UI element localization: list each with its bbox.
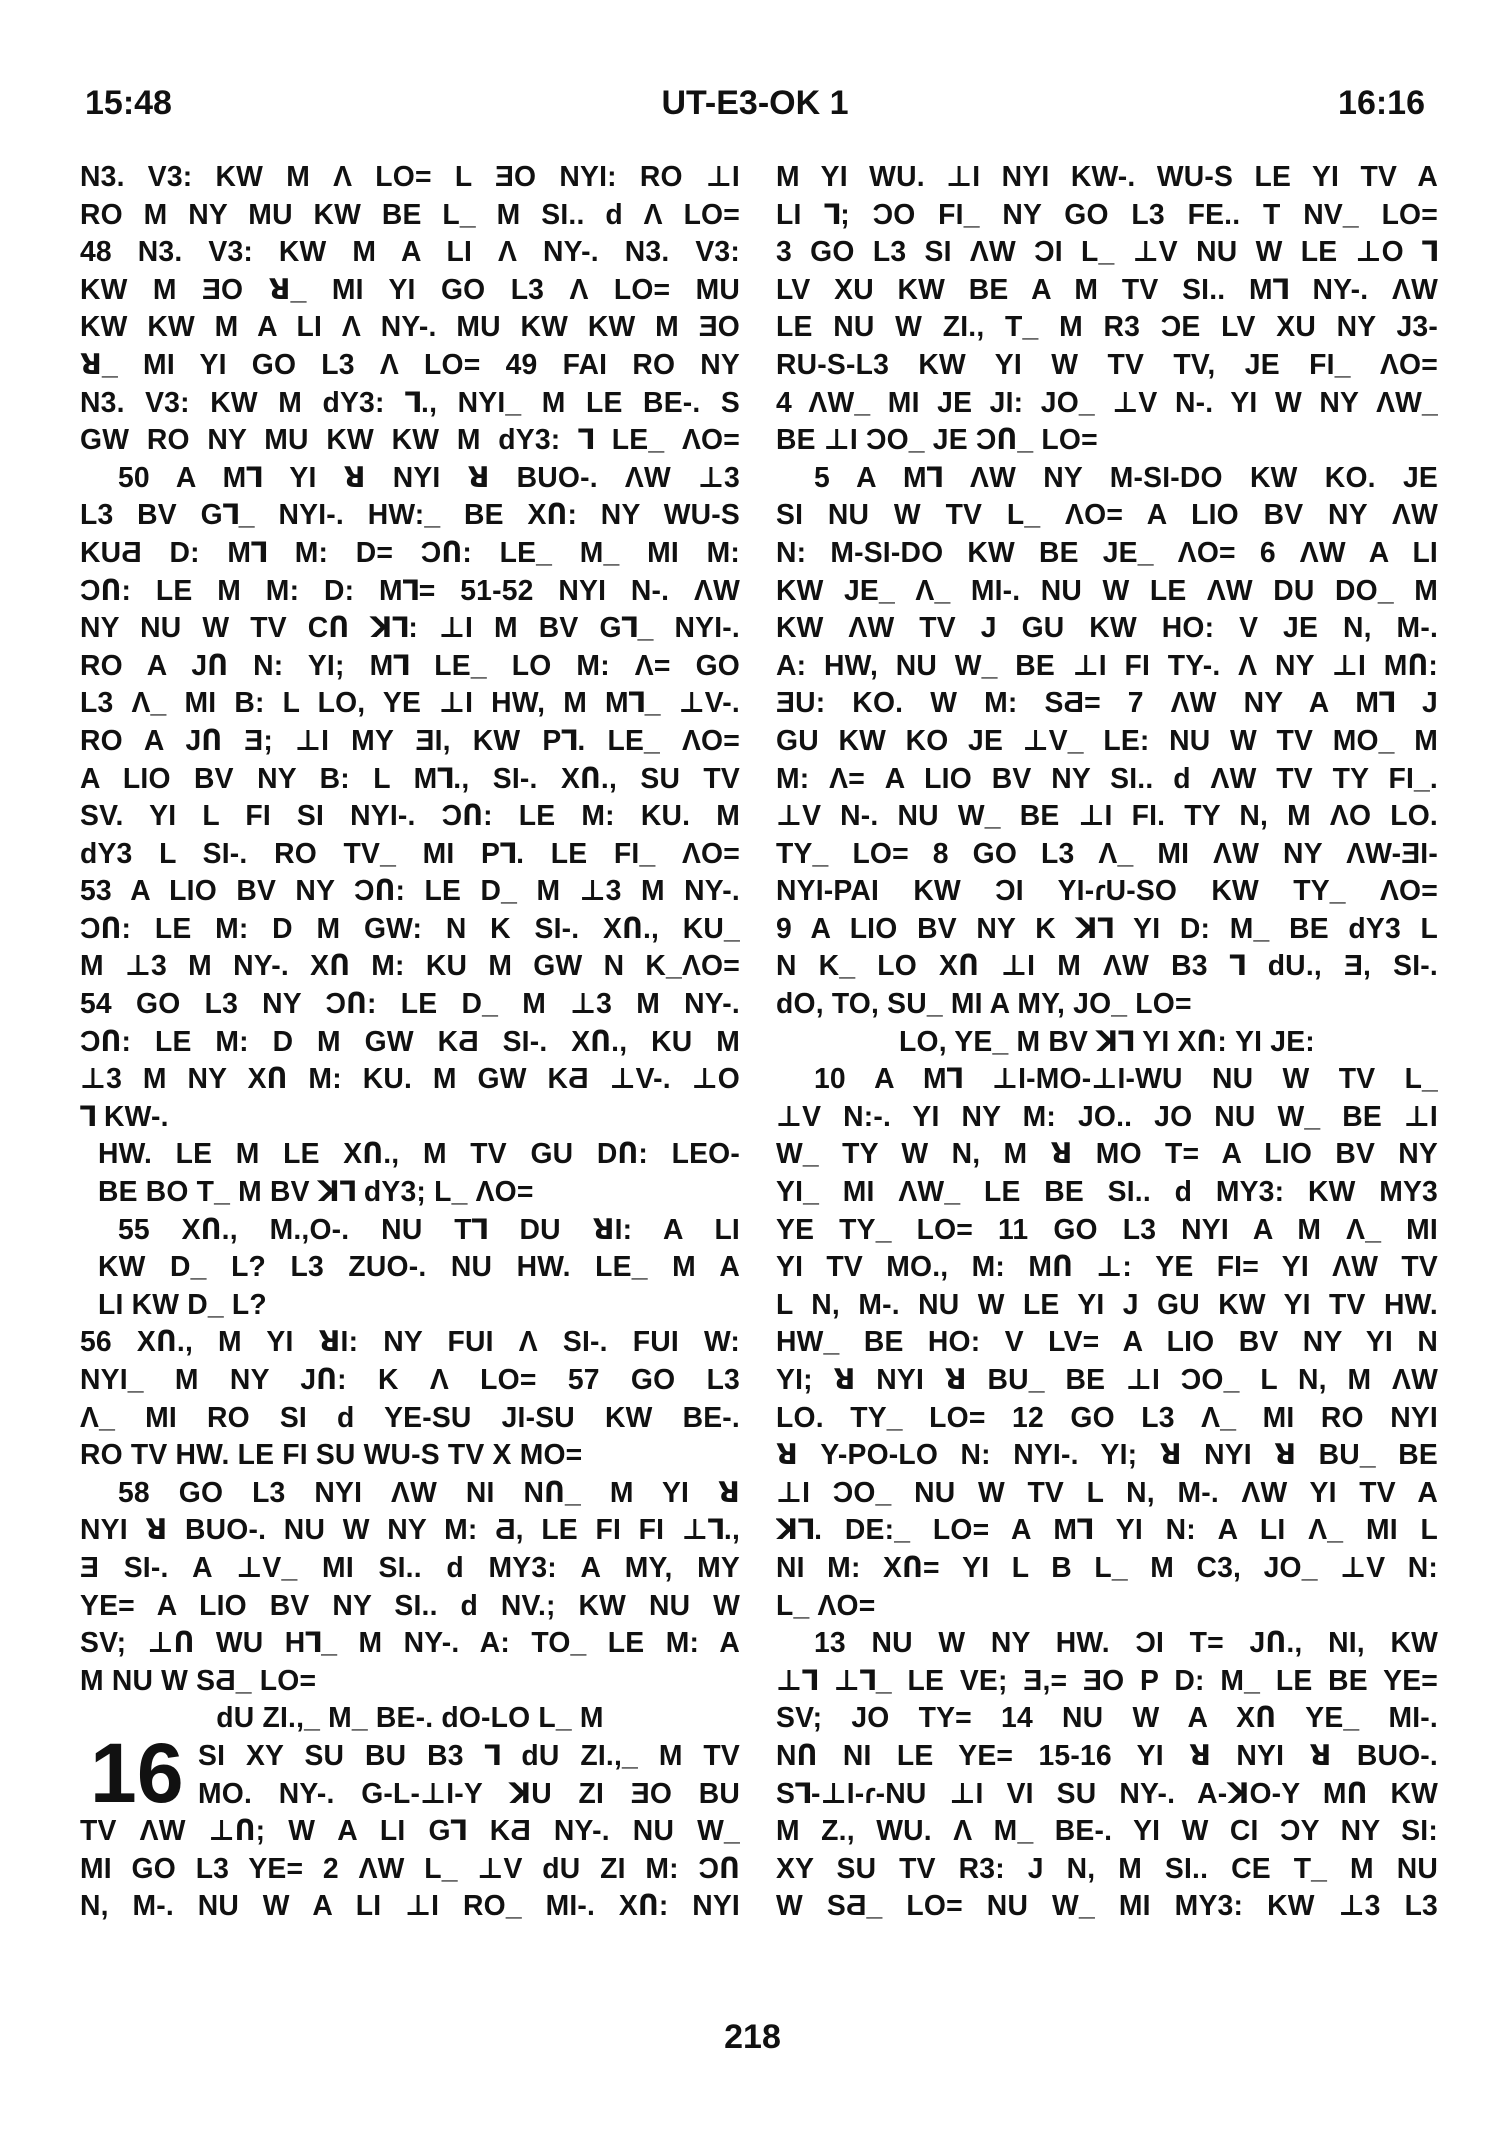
text-line: SI XY SU BU B3 ꓶ dU ZI.,_ M TV (198, 1738, 740, 1771)
text-line: KW M ƎO ꓤ_ MI YI GO L3 Λ LO= MU (80, 272, 740, 305)
text-line: KW D_ L? L3 ZUO-. NU HW. LE_ M A (98, 1250, 740, 1283)
text-line: ƆՈ: LE M: D M GW KƋ SI-. XՈ., KU M (80, 1024, 740, 1057)
text-line: 5 A Mꓶ ΛW NY M-SI-DO KW KO. JE (814, 460, 1438, 493)
text-line: ƎU: KO. W M: SƋ= 7 ΛW NY A Mꓶ J (776, 686, 1438, 719)
text-line: ⊥ꓶ ⊥ꓶ_ LE VE; Ǝ,= ƎO P D: M_ LE BE YE= (776, 1663, 1438, 1696)
text-line: ꓤ Y-PO-LO N: NYI-. YI; ꓤ NYI ꓤ BU_ BE (776, 1438, 1438, 1471)
text-line: HW_ BE HO: V LV= A LIO BV NY YI N (776, 1325, 1438, 1358)
text-line: KW JE_ Λ_ MI-. NU W LE ΛW DU DO_ M (776, 573, 1438, 606)
text-line: M: Λ= A LIO BV NY SI.. d ΛW TV TY FI_. (776, 761, 1438, 794)
text-line: N: M-SI-DO KW BE JE_ ΛO= 6 ΛW A LI (776, 535, 1438, 568)
text-line: MO. NY-. G-L-⊥I-Y ꓘU ZI ƎO BU (198, 1776, 740, 1809)
text-line: 56 XՈ., M YI ꓤI: NY FUI Λ SI-. FUI W: (80, 1325, 740, 1358)
text-line: NI M: XՈ= YI L B L_ M C3, JO_ ⊥V N: (776, 1550, 1438, 1583)
text-line: N K_ LO XՈ ⊥I M ΛW B3 ꓶ dU., Ǝ, SI-. (776, 949, 1438, 982)
text-line: BE BO T_ M BV ꓘꓶ dY3; L_ ΛO= (98, 1175, 534, 1208)
text-line: 9 A LIO BV NY K ꓘꓶ YI D: M_ BE dY3 L (776, 911, 1438, 944)
chapter-number: 16 (90, 1726, 184, 1821)
text-line: A: HW, NU W_ BE ⊥I FI TY-. Λ NY ⊥I MՈ: (776, 648, 1438, 681)
text-line: dO, TO, SU_ MI A MY, JO_ LO= (776, 987, 1192, 1020)
text-line: Ǝ SI-. A ⊥V_ MI SI.. d MY3: A MY, MY (80, 1550, 740, 1583)
header-book-title: UT-E3-OK 1 (661, 84, 849, 122)
text-line: NYI-PAI KW ƆI YI-ɾU-SO KW TY_ ΛO= (776, 874, 1438, 907)
text-line: ꓘꓶ. DE:_ LO= A Mꓶ YI N: A LI Λ_ MI L (776, 1513, 1438, 1546)
text-line: A LIO BV NY B: L Mꓶ., SI-. XՈ., SU TV (80, 761, 740, 794)
text-line: ⊥I ƆO_ NU W TV L N, M-. ΛW YI TV A (776, 1475, 1438, 1508)
text-line: KUƋ D: Mꓶ M: D= ƆՈ: LE_ M_ MI M: (80, 535, 740, 568)
right-column (776, 158, 1438, 1925)
text-line: RO M NY MU KW BE L_ M SI.. d Λ LO= (80, 197, 740, 230)
page-number: 218 (724, 2018, 781, 2056)
text-line: 4 ΛW_ MI JE JI: JO_ ⊥V N-. YI W NY ΛW_ (776, 385, 1438, 418)
text-line: HW. LE M LE XՈ., M TV GU DՈ: LEO- (98, 1137, 740, 1170)
running-header (85, 84, 1425, 130)
text-line: LV XU KW BE A M TV SI.. Mꓶ NY-. ΛW (776, 272, 1438, 305)
text-line: 3 GO L3 SI ΛW ƆI L_ ⊥V NU W LE ⊥O ꓶ (776, 235, 1438, 268)
text-line: NY NU W TV CՈ ꓘꓶ: ⊥I M BV Gꓶ_ NYI-. (80, 611, 740, 644)
text-line: LI ꓶ; ƆO FI_ NY GO L3 FE.. T NV_ LO= (776, 197, 1438, 230)
text-line: SV; JO TY= 14 NU W A XՈ YE_ MI-. (776, 1701, 1438, 1734)
text-line: KW ΛW TV J GU KW HO: V JE N, M-. (776, 611, 1438, 644)
text-line: YE TY_ LO= 11 GO L3 NYI A M Λ_ MI (776, 1212, 1438, 1245)
text-line: N3. V3: KW M Λ LO= L ƎO NYI: RO ⊥I (80, 160, 740, 192)
text-line: 54 GO L3 NY ƆՈ: LE D_ M ⊥3 M NY-. (80, 987, 740, 1020)
text-line: Sꓶ-⊥I-ɾ-NU ⊥I VI SU NY-. A-ꓘO-Y MՈ KW (776, 1776, 1438, 1809)
text-line: M Z., WU. Λ M_ BE-. YI W CI ƆY NY SI: (776, 1814, 1438, 1847)
text-line: MI GO L3 YE= 2 ΛW L_ ⊥V dU ZI M: ƆՈ (80, 1851, 740, 1884)
header-verse-start: 15:48 (85, 84, 172, 122)
text-line: 55 XՈ., M.,O-. NU Tꓶ DU ꓤI: A LI (118, 1212, 740, 1245)
text-line: L3 Λ_ MI B: L LO, YE ⊥I HW, M Mꓶ_ ⊥V-. (80, 686, 740, 719)
text-line: BE ⊥I ƆO_ JE ƆՈ_ LO= (776, 423, 1098, 456)
text-line: YI; ꓤ NYI ꓤ BU_ BE ⊥I ƆO_ L N, M ΛW (776, 1363, 1438, 1395)
text-line: ⊥V N-. NU W_ BE ⊥I FI. TY N, M ΛO LO. (776, 799, 1438, 832)
text-line: dY3 L SI-. RO TV_ MI Pꓶ. LE FI_ ΛO= (80, 836, 740, 869)
text-line: NYI_ M NY JՈ: K Λ LO= 57 GO L3 (80, 1363, 740, 1395)
text-line: ⊥3 M NY XՈ M: KU. M GW KƋ ⊥V-. ⊥O (80, 1062, 740, 1095)
text-line: LO. TY_ LO= 12 GO L3 Λ_ MI RO NYI (776, 1400, 1438, 1433)
text-line: 10 A Mꓶ ⊥I-MO-⊥I-WU NU W TV L_ (814, 1062, 1438, 1095)
text-line: L_ ΛO= (776, 1588, 876, 1621)
text-line: ꓤ_ MI YI GO L3 Λ LO= 49 FAI RO NY (80, 347, 740, 380)
text-line: GW RO NY MU KW KW M dY3: ꓶ LE_ ΛO= (80, 423, 740, 456)
text-line: M YI WU. ⊥I NYI KW-. WU-S LE YI TV A (776, 160, 1438, 192)
text-line: TY_ LO= 8 GO L3 Λ_ MI ΛW NY ΛW-ƎI- (776, 836, 1438, 869)
text-line: M NU W SƋ_ LO= (80, 1663, 317, 1696)
text-line: LO, YE_ M BV ꓘꓶ YI XՈ: YI JE: (899, 1024, 1315, 1057)
text-line: YE= A LIO BV NY SI.. d NV.; KW NU W (80, 1588, 740, 1621)
text-line: 13 NU W NY HW. ƆI T= JՈ., NI, KW (814, 1626, 1438, 1659)
left-column (80, 158, 740, 1925)
text-line: GU KW KO JE ⊥V_ LE: NU W TV MO_ M (776, 723, 1438, 756)
text-line: 53 A LIO BV NY ƆՈ: LE D_ M ⊥3 M NY-. (80, 874, 740, 907)
text-line: KW KW M A LI Λ NY-. MU KW KW M ƎO (80, 310, 740, 343)
text-line: SV. YI L FI SI NYI-. ƆՈ: LE M: KU. M (80, 799, 740, 832)
text-line: W SƋ_ LO= NU W_ MI MY3: KW ⊥3 L3 (776, 1889, 1438, 1922)
text-line: YI TV MO., M: MՈ ⊥: YE FI= YI ΛW TV (776, 1250, 1438, 1283)
text-line: 50 A Mꓶ YI ꓤ NYI ꓤ BUO-. ΛW ⊥3 (118, 460, 740, 493)
text-line: RO TV HW. LE FI SU WU-S TV X MO= (80, 1438, 583, 1471)
text-line: Λ_ MI RO SI d YE-SU JI-SU KW BE-. (80, 1400, 740, 1433)
text-line: ƆՈ: LE M: D M GW: N K SI-. XՈ., KU_ (80, 911, 740, 944)
text-line: XY SU TV R3: J N, M SI.. CE T_ M NU (776, 1851, 1438, 1884)
text-line: LE NU W ZI., T_ M R3 ƆE LV XU NY J3- (776, 310, 1438, 343)
text-line: 58 GO L3 NYI ΛW NI NՈ_ M YI ꓤ (118, 1475, 740, 1508)
text-line: SI NU W TV L_ ΛO= A LIO BV NY ΛW (776, 498, 1438, 531)
header-verse-end: 16:16 (1338, 84, 1425, 122)
text-line: LI KW D_ L? (98, 1287, 267, 1320)
text-line: M ⊥3 M NY-. XՈ M: KU M GW N K_ΛO= (80, 949, 740, 982)
text-line: ꓶ KW-. (80, 1099, 169, 1132)
text-line: NՈ NI LE YE= 15-16 YI ꓤ NYI ꓤ BUO-. (776, 1738, 1438, 1771)
text-line: 48 N3. V3: KW M A LI Λ NY-. N3. V3: (80, 235, 740, 268)
text-line: RU-S-L3 KW YI W TV TV, JE FI_ ΛO= (776, 347, 1438, 380)
text-line: N3. V3: KW M dY3: ꓶ., NYI_ M LE BE-. S (80, 385, 740, 418)
text-line: L N, M-. NU W LE YI J GU KW YI TV HW. (776, 1287, 1438, 1320)
text-line: ⊥V N:-. YI NY M: JO.. JO NU W_ BE ⊥I (776, 1099, 1438, 1132)
text-line: SV; ⊥Ո WU Hꓶ_ M NY-. A: TO_ LE M: A (80, 1626, 740, 1659)
text-line: RO A JՈ N: YI; Mꓶ LE_ LO M: Λ= GO (80, 648, 740, 681)
text-line: RO A JՈ Ǝ; ⊥I MY ƎI, KW Pꓶ. LE_ ΛO= (80, 723, 740, 756)
text-line: YI_ MI ΛW_ LE BE SI.. d MY3: KW MY3 (776, 1175, 1438, 1208)
text-line: ƆՈ: LE M M: D: Mꓶ= 51-52 NYI N-. ΛW (80, 573, 740, 606)
text-line: N, M-. NU W A LI ⊥I RO_ MI-. XՈ: NYI (80, 1889, 740, 1922)
text-line: dU ZI.,_ M_ BE-. dO-LO L_ M (216, 1701, 604, 1734)
text-line: NYI ꓤ BUO-. NU W NY M: Ƌ, LE FI FI ⊥ꓶ., (80, 1513, 740, 1546)
text-line: TV ΛW ⊥Ո; W A LI Gꓶ KƋ NY-. NU W_ (80, 1814, 740, 1847)
text-line: W_ TY W N, M ꓤ MO T= A LIO BV NY (776, 1137, 1438, 1170)
text-line: L3 BV Gꓶ_ NYI-. HW:_ BE XՈ: NY WU-S (80, 498, 740, 531)
